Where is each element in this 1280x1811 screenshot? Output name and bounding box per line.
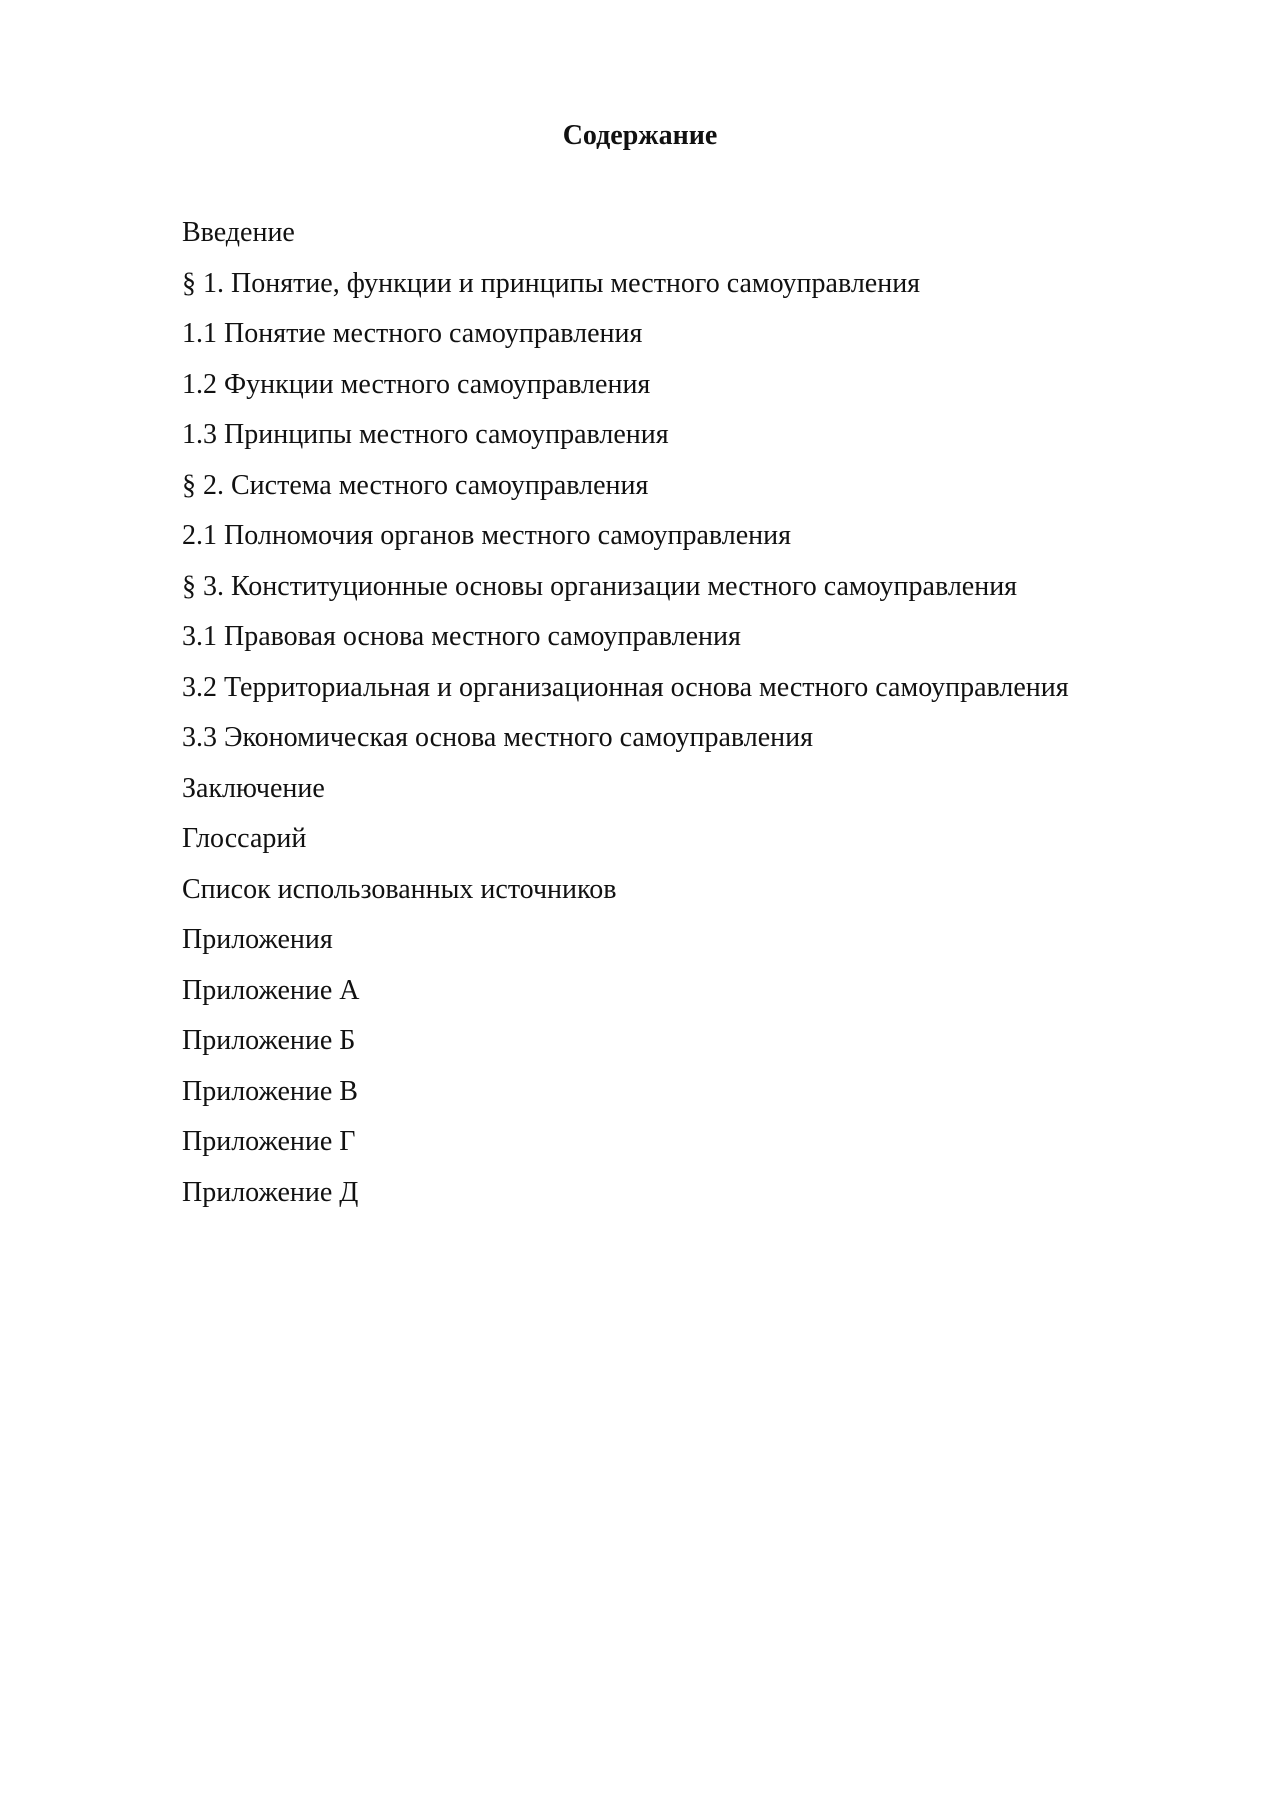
toc-item-3-2: 3.2 Территориальная и организационная основа местного самоуправления xyxy=(182,671,1069,703)
toc-item-conclusion: Заключение xyxy=(182,772,325,804)
toc-item-1-1: 1.1 Понятие местного самоуправления xyxy=(182,318,643,349)
toc-item-3-3: 3.3 Экономическая основа местного самоуправления xyxy=(182,722,813,753)
toc-item-introduction: Введение xyxy=(182,217,295,248)
toc-item-section-2: § 2. Система местного самоуправления xyxy=(182,469,649,501)
toc-item-glossary: Глоссарий xyxy=(182,823,307,854)
toc-item-appendices: Приложения xyxy=(182,924,333,955)
toc-item-appendix-v: Приложение В xyxy=(182,1075,358,1107)
toc-item-appendix-d: Приложение Д xyxy=(182,1176,359,1208)
toc-item-section-1: § 1. Понятие, функции и принципы местного самоуправления xyxy=(182,267,921,299)
toc-item-appendix-a: Приложение А xyxy=(182,974,360,1006)
toc-item-appendix-b: Приложение Б xyxy=(182,1025,356,1056)
toc-item-1-3: 1.3 Принципы местного самоуправления xyxy=(182,419,669,450)
toc-item-section-3: § 3. Конституционные основы организации местного самоуправления xyxy=(182,570,1018,602)
toc-item-references: Список использованных источников xyxy=(182,873,617,905)
table-of-contents xyxy=(182,208,1182,1218)
page-title: Содержание xyxy=(562,120,718,151)
toc-item-2-1: 2.1 Полномочия органов местного самоуправления xyxy=(182,520,791,551)
toc-item-appendix-g: Приложение Г xyxy=(182,1126,356,1157)
toc-item-1-2: 1.2 Функции местного самоуправления xyxy=(182,368,651,400)
toc-item-3-1: 3.1 Правовая основа местного самоуправления xyxy=(182,621,741,652)
